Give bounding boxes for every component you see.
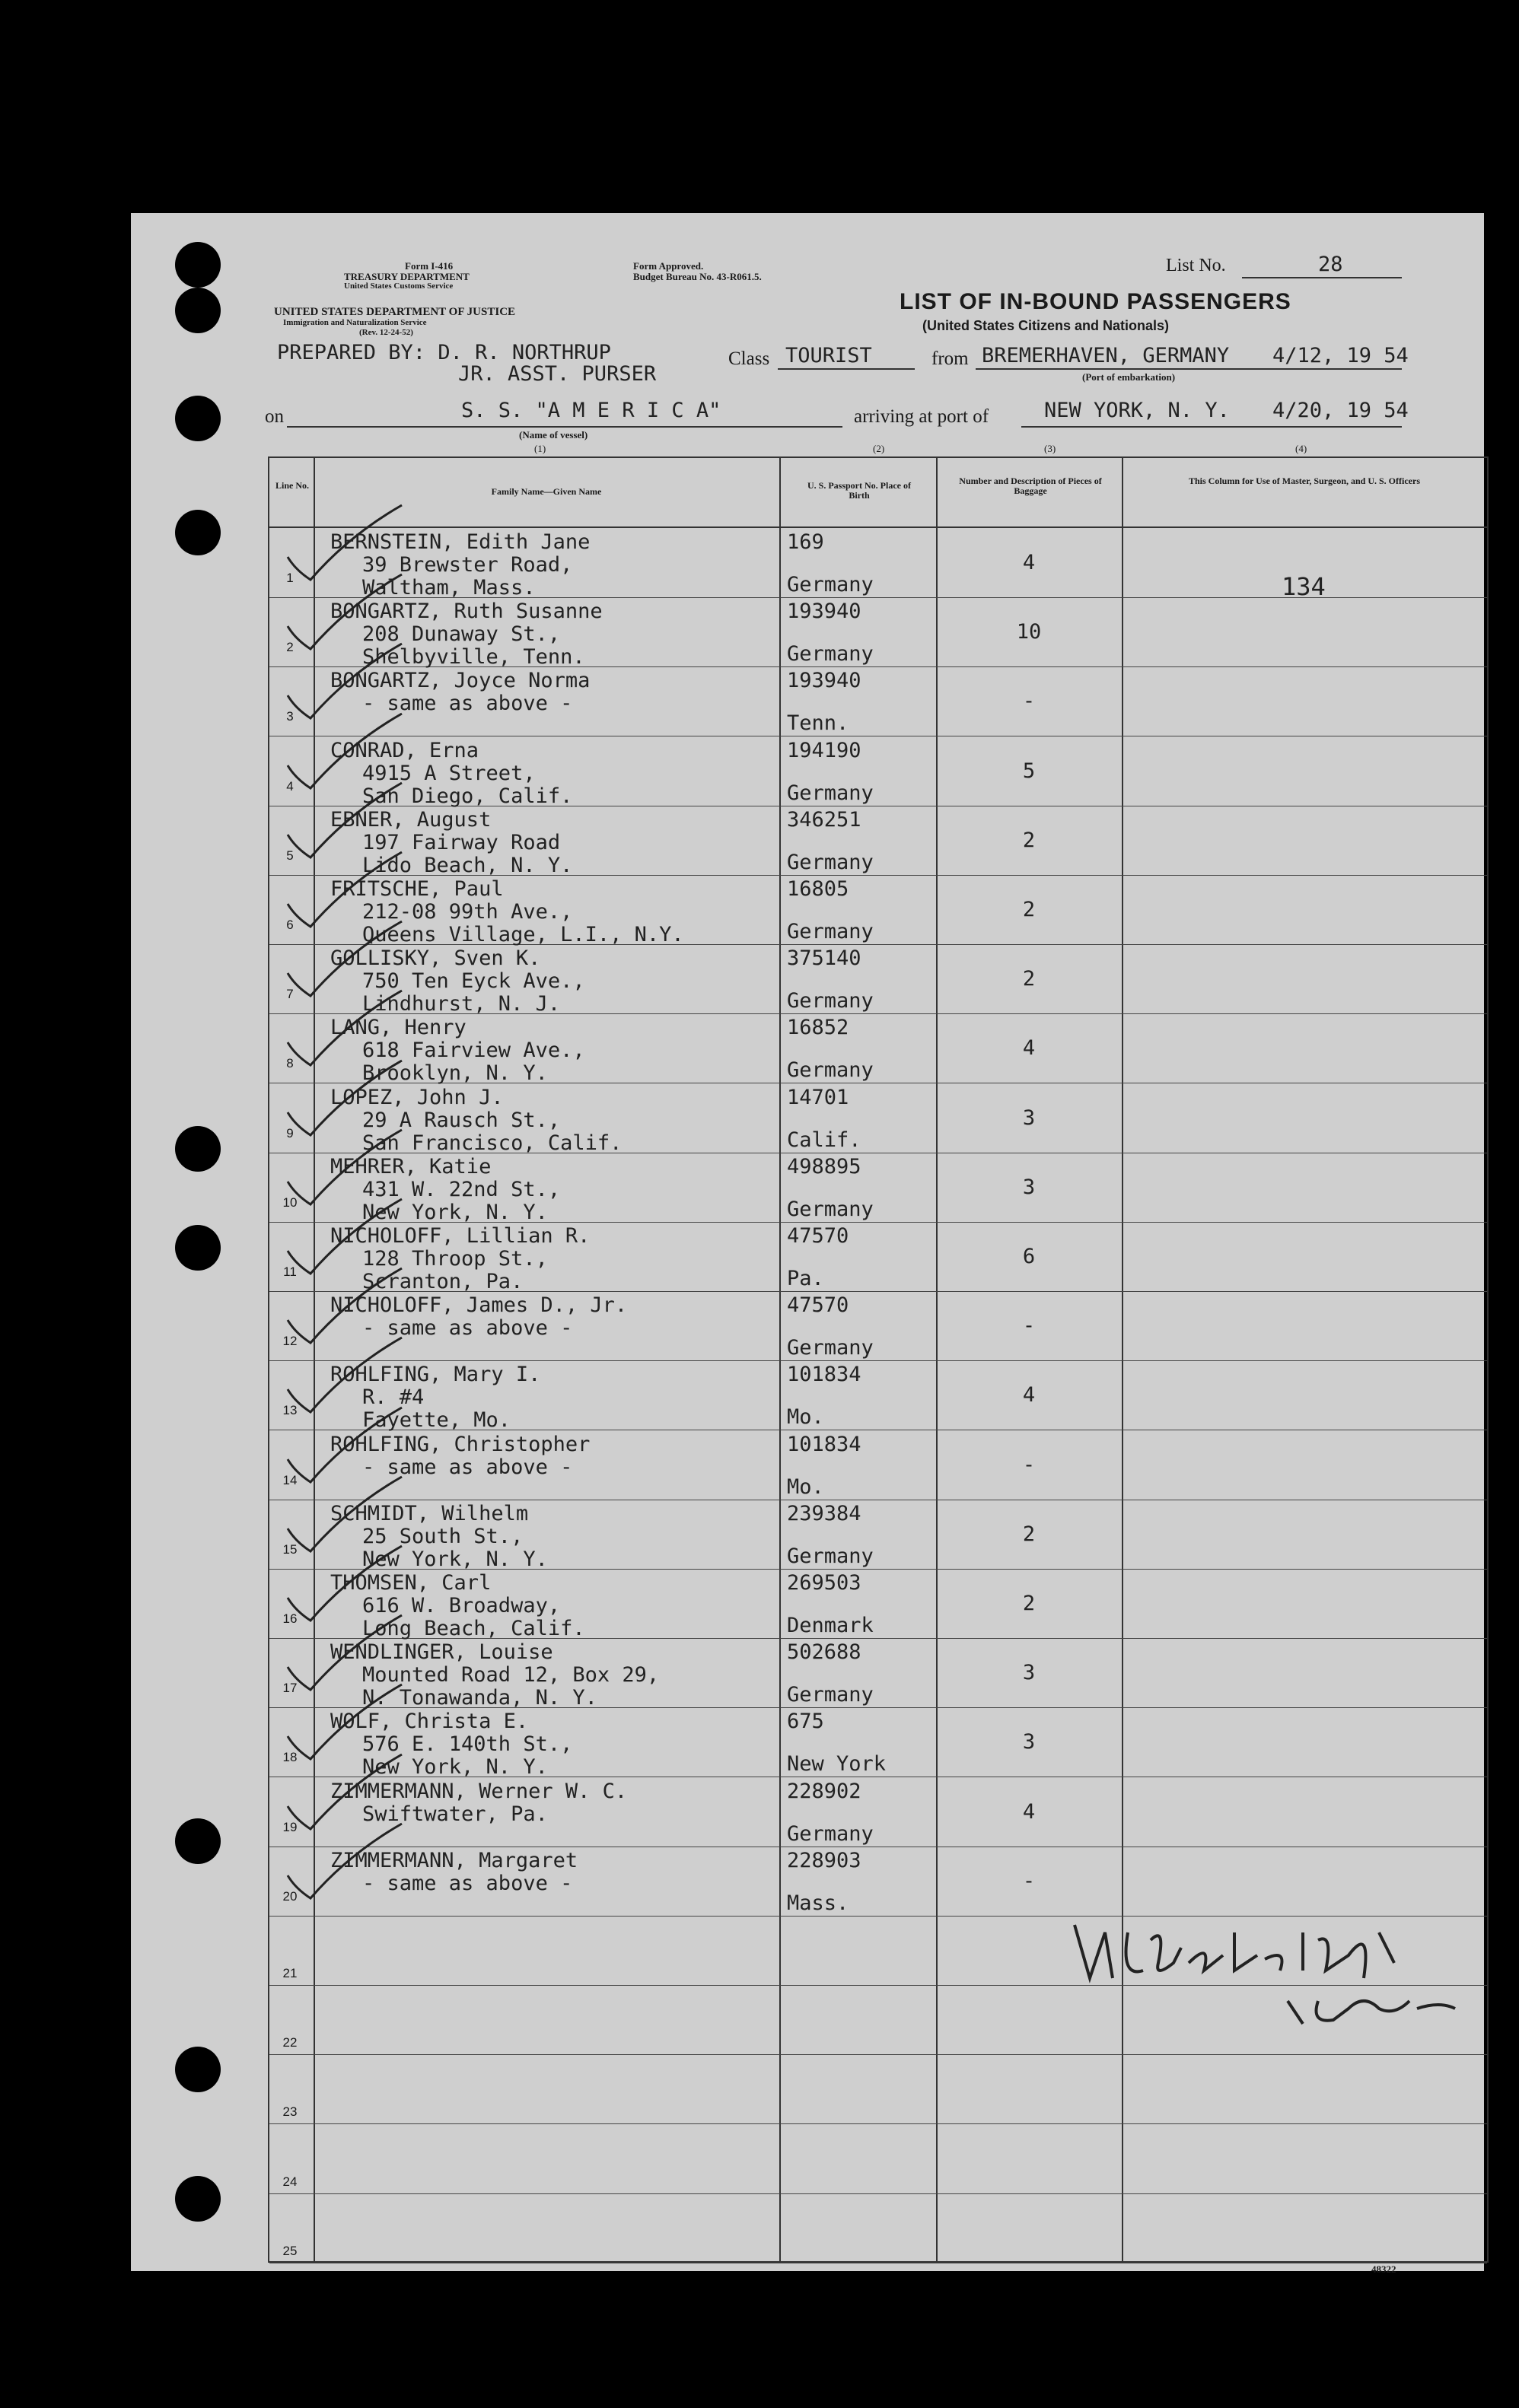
passenger-name: ZIMMERMANN, Werner W. C.	[330, 1779, 628, 1803]
class-line	[778, 368, 915, 370]
table-row	[269, 597, 1487, 670]
place-of-birth: Pa.	[787, 1267, 824, 1290]
list-no-value: 28	[1318, 253, 1343, 276]
address-line-2: Queens Village, L.I., N.Y.	[362, 923, 684, 946]
baggage-count: 4	[1022, 551, 1036, 574]
address-line-1: - same as above -	[362, 1871, 573, 1895]
passport-number: 228902	[787, 1779, 861, 1803]
passport-number: 375140	[787, 946, 861, 971]
passport-cell	[787, 2127, 939, 2193]
vessel-line	[287, 426, 842, 428]
place-of-birth: Germany	[787, 1683, 874, 1707]
line-number: 18	[282, 1750, 298, 1765]
passenger-name: FRITSCHE, Paul	[330, 877, 504, 901]
table-row	[269, 1153, 1487, 1223]
arrival-line	[1021, 426, 1402, 428]
place-of-birth: Germany	[787, 1058, 874, 1083]
baggage-count: -	[1022, 1314, 1036, 1338]
address-line-1: 29 A Rausch St.,	[362, 1108, 561, 1132]
passport-number: 101834	[787, 1363, 861, 1387]
place-of-birth: Tenn.	[787, 711, 849, 736]
form-approved: Form Approved.	[633, 260, 704, 272]
passenger-name: SCHMIDT, Wilhelm	[330, 1501, 529, 1525]
prepared-by: PREPARED BY: D. R. NORTHRUP	[277, 341, 611, 364]
from-line	[976, 368, 1402, 370]
place-of-birth: Germany	[787, 1336, 874, 1360]
list-no-line	[1242, 277, 1402, 278]
place-of-birth: Germany	[787, 642, 874, 666]
line-number: 8	[286, 1056, 294, 1071]
table-row	[269, 1569, 1487, 1639]
line-number: 13	[282, 1403, 298, 1418]
table-row	[269, 1777, 1487, 1847]
address-line-1: 197 Fairway Road	[362, 830, 561, 854]
address-line-1: 618 Fairview Ave.,	[362, 1039, 585, 1063]
header-official: This Column for Use of Master, Surgeon, and U. S. Officers	[1188, 476, 1420, 486]
manifest-page	[131, 213, 1484, 2275]
baggage-count: 2	[1022, 898, 1036, 921]
passenger-name: BONGARTZ, Joyce Norma	[330, 669, 591, 693]
table-row	[269, 736, 1487, 806]
line-number: 25	[282, 2243, 298, 2258]
place-of-birth: Denmark	[787, 1614, 874, 1637]
line-number: 4	[286, 778, 294, 794]
place-of-birth: Germany	[787, 1821, 874, 1846]
passport-cell	[787, 1710, 939, 1776]
baggage-count: 3	[1022, 1661, 1036, 1685]
passenger-name: NICHOLOFF, James D., Jr.	[330, 1293, 628, 1318]
col4-number: (4)	[1295, 443, 1307, 454]
line-number: 24	[282, 2174, 298, 2189]
address-line-1: - same as above -	[362, 1455, 573, 1479]
address-line-1: 576 E. 140th St.,	[362, 1732, 573, 1757]
place-of-birth: Germany	[787, 1197, 874, 1221]
passenger-name: NICHOLOFF, Lillian R.	[330, 1224, 591, 1248]
passport-cell	[787, 1780, 939, 1846]
doc-subtitle: (United States Citizens and Nationals)	[922, 318, 1170, 333]
passport-number: 101834	[787, 1432, 861, 1456]
header-passport: U. S. Passport No. Place of Birth	[807, 480, 911, 501]
address-line-2: N. Tonawanda, N. Y.	[362, 1686, 597, 1710]
customs-service: United States Customs Service	[344, 282, 454, 291]
address-line-2: New York, N. Y.	[362, 1755, 548, 1780]
vessel-name: S. S. "A M E R I C A"	[461, 399, 721, 422]
table-row	[269, 1013, 1487, 1086]
class-value: TOURIST	[785, 344, 872, 367]
table-row	[269, 666, 1487, 736]
form-code: 48322	[1371, 2263, 1396, 2275]
address-line-1: Swiftwater, Pa.	[362, 1802, 548, 1826]
binder-hole	[175, 510, 221, 555]
passenger-name: ROHLFING, Christopher	[330, 1432, 591, 1456]
passport-cell	[787, 1919, 939, 1984]
passport-number: 47570	[787, 1224, 849, 1248]
place-of-birth: Calif.	[787, 1128, 861, 1152]
line-number: 9	[286, 1125, 294, 1140]
address-line-1: 431 W. 22nd St.,	[362, 1177, 561, 1201]
baggage-count: 6	[1022, 1245, 1036, 1268]
table-row	[269, 1638, 1487, 1708]
passport-number: 269503	[787, 1571, 861, 1595]
baggage-count: -	[1022, 689, 1036, 714]
passenger-name: WOLF, Christa E.	[330, 1710, 529, 1734]
address-line-1: Mounted Road 12, Box 29,	[362, 1663, 660, 1688]
passport-cell	[787, 1363, 939, 1429]
place-of-birth: Germany	[787, 850, 874, 874]
passport-cell	[787, 947, 939, 1013]
line-number: 7	[286, 987, 294, 1002]
table-row	[269, 2193, 1487, 2263]
depart-date: 4/12, 19 54	[1272, 344, 1409, 367]
passenger-name: CONRAD, Erna	[330, 738, 479, 762]
passenger-name: LOPEZ, John J.	[330, 1085, 504, 1109]
place-of-birth: Germany	[787, 920, 874, 943]
line-number: 3	[286, 709, 294, 724]
signature-text: W A Eagleton Insp	[1059, 1894, 1068, 1895]
form-revision: (Rev. 12-24-52)	[359, 328, 413, 337]
address-line-1: 616 W. Broadway,	[362, 1594, 561, 1618]
passport-cell	[787, 670, 939, 735]
binder-hole	[175, 1126, 221, 1172]
arrival-port: NEW YORK, N. Y.	[1044, 399, 1230, 422]
ins-service: Immigration and Naturalization Service	[283, 318, 427, 327]
passport-cell	[787, 2057, 939, 2123]
address-line-2: New York, N. Y.	[362, 1200, 548, 1224]
passenger-name: LANG, Henry	[330, 1016, 467, 1040]
passenger-name: MEHRER, Katie	[330, 1154, 492, 1179]
port-emb-caption: (Port of embarkation)	[1082, 371, 1176, 383]
address-line-1: 212-08 99th Ave.,	[362, 900, 573, 924]
table-header	[269, 458, 1487, 528]
line-number: 6	[286, 918, 294, 932]
line-number: 11	[283, 1264, 297, 1279]
from-value: BREMERHAVEN, GERMANY	[982, 344, 1230, 367]
official-number: 134	[1282, 572, 1326, 601]
baggage-count: 4	[1022, 1383, 1036, 1408]
passport-cell	[787, 1641, 939, 1707]
passport-cell	[787, 2196, 939, 2262]
place-of-birth: Germany	[787, 989, 874, 1013]
class-label: Class	[728, 348, 770, 369]
line-number: 14	[282, 1472, 298, 1487]
address-line-1: 39 Brewster Road,	[362, 553, 573, 577]
passport-cell	[787, 878, 939, 943]
passport-cell	[787, 740, 939, 805]
passport-number: 16805	[787, 877, 849, 901]
line-number: 17	[282, 1681, 298, 1696]
line-number: 5	[286, 848, 294, 863]
passport-number: 346251	[787, 807, 861, 832]
baggage-count: 2	[1022, 828, 1036, 852]
address-line-1: R. #4	[362, 1385, 425, 1410]
header-name: Family Name—Given Name	[491, 486, 602, 497]
address-line-2: Shelbyville, Tenn.	[362, 645, 585, 670]
on-label: on	[265, 406, 284, 427]
line-number: 15	[282, 1541, 298, 1557]
baggage-count: -	[1022, 1869, 1036, 1893]
place-of-birth: Mo.	[787, 1474, 824, 1499]
vessel-caption: (Name of vessel)	[519, 429, 588, 441]
line-number: 10	[282, 1194, 298, 1210]
binder-hole	[175, 242, 221, 288]
binder-hole	[175, 288, 221, 333]
passport-number: 498895	[787, 1154, 861, 1179]
col3-number: (3)	[1044, 443, 1056, 454]
passport-cell	[787, 531, 939, 596]
passenger-name: BONGARTZ, Ruth Susanne	[330, 600, 603, 624]
address-line-2: Lido Beach, N. Y.	[362, 853, 573, 877]
header-line-no: Line No.	[275, 480, 309, 491]
baggage-count: 3	[1022, 1175, 1036, 1199]
table-row	[269, 1083, 1487, 1153]
baggage-count: 2	[1022, 967, 1036, 991]
binder-hole	[175, 396, 221, 441]
col2-number: (2)	[873, 443, 885, 454]
passport-number: 228903	[787, 1848, 861, 1872]
address-line-2: Long Beach, Calif.	[362, 1617, 585, 1640]
col1-number: (1)	[534, 443, 546, 454]
budget-bureau: Budget Bureau No. 43-R061.5.	[633, 271, 762, 282]
table-row	[269, 875, 1487, 945]
form-number: Form I-416	[405, 260, 454, 272]
table-row	[269, 944, 1487, 1014]
passenger-name-cell	[330, 1850, 578, 1895]
passenger-name: BERNSTEIN, Edith Jane	[330, 530, 591, 554]
passport-cell	[787, 1572, 939, 1637]
passport-number: 14701	[787, 1085, 849, 1109]
table-row	[269, 806, 1487, 876]
passport-cell	[787, 809, 939, 874]
line-number: 22	[282, 2035, 298, 2050]
address-line-1: 25 South St.,	[362, 1524, 524, 1548]
passport-cell	[787, 1988, 939, 2053]
table-row	[269, 1222, 1487, 1292]
address-line-2: Fayette, Mo.	[362, 1408, 511, 1433]
baggage-count: 4	[1022, 1799, 1036, 1824]
binder-hole	[175, 1225, 221, 1271]
table-row	[269, 1291, 1487, 1361]
passport-number: 169	[787, 530, 824, 554]
passenger-name: ROHLFING, Mary I.	[330, 1363, 541, 1387]
passport-cell	[787, 1086, 939, 1152]
list-no-label: List No.	[1166, 256, 1226, 275]
address-line-1: 4915 A Street,	[362, 761, 536, 785]
passport-number: 47570	[787, 1293, 849, 1318]
line-number: 19	[282, 1819, 298, 1834]
place-of-birth: Germany	[787, 1544, 874, 1568]
address-line-1: 750 Ten Eyck Ave.,	[362, 969, 585, 994]
place-of-birth: Mo.	[787, 1405, 824, 1430]
baggage-count: 4	[1022, 1036, 1036, 1061]
passport-cell	[787, 1016, 939, 1082]
place-of-birth: Mass.	[787, 1891, 849, 1915]
place-of-birth: Germany	[787, 573, 874, 596]
baggage-count: 2	[1022, 1522, 1036, 1546]
binder-hole	[175, 2176, 221, 2222]
line-number: 23	[282, 2104, 298, 2120]
baggage-count: 3	[1022, 1105, 1036, 1130]
passenger-name: ZIMMERMANN, Margaret	[330, 1848, 578, 1872]
table-row	[269, 1500, 1487, 1570]
address-line-1: - same as above -	[362, 692, 573, 716]
table-row	[269, 2124, 1487, 2194]
passport-cell	[787, 600, 939, 666]
baggage-count: 10	[1016, 620, 1042, 644]
arrival-date: 4/20, 19 54	[1272, 399, 1409, 422]
place-of-birth: New York	[787, 1752, 887, 1777]
line-number: 12	[282, 1334, 298, 1349]
address-line-2: Waltham, Mass.	[362, 576, 536, 600]
address-line-2: New York, N. Y.	[362, 1547, 548, 1571]
arriving-label: arriving at port of	[854, 406, 989, 427]
address-line-1: - same as above -	[362, 1316, 573, 1341]
passport-cell	[787, 1850, 939, 1915]
address-line-2: San Diego, Calif.	[362, 784, 573, 808]
passport-number: 194190	[787, 738, 861, 762]
passport-cell	[787, 1156, 939, 1221]
table-row	[269, 2054, 1487, 2124]
baggage-count: 5	[1022, 759, 1036, 783]
passenger-name: THOMSEN, Carl	[330, 1571, 492, 1595]
prepared-by-title: JR. ASST. PURSER	[458, 362, 657, 386]
address-line-2: San Francisco, Calif.	[362, 1131, 623, 1155]
passenger-name: GOLLISKY, Sven K.	[330, 946, 541, 971]
passport-cell	[787, 1225, 939, 1290]
address-line-2: Brooklyn, N. Y.	[362, 1061, 548, 1086]
binder-hole	[175, 1818, 221, 1864]
passport-cell	[787, 1433, 939, 1499]
doc-title: LIST OF IN-BOUND PASSENGERS	[900, 289, 1291, 314]
baggage-count: 3	[1022, 1730, 1036, 1754]
address-line-2: Lindhurst, N. J.	[362, 992, 561, 1016]
table-row	[269, 1430, 1487, 1500]
from-label: from	[931, 348, 969, 369]
address-line-1: 128 Throop St.,	[362, 1247, 548, 1271]
address-line-2: Scranton, Pa.	[362, 1270, 524, 1293]
line-number: 20	[282, 1888, 298, 1904]
address-line-1: 208 Dunaway St.,	[362, 622, 561, 647]
passport-cell	[787, 1294, 939, 1360]
signature-time	[1265, 2001, 1352, 2026]
passport-number: 675	[787, 1710, 824, 1734]
table-row	[269, 1707, 1487, 1780]
line-number: 1	[286, 571, 294, 585]
table-row	[269, 1360, 1487, 1433]
line-number: 21	[282, 1966, 298, 1980]
passport-number: 16852	[787, 1016, 849, 1040]
binder-hole	[175, 2047, 221, 2092]
passport-number: 193940	[787, 600, 861, 624]
place-of-birth: Germany	[787, 781, 874, 805]
passport-number: 193940	[787, 669, 861, 693]
passport-number: 239384	[787, 1501, 861, 1525]
passenger-name: EBNER, August	[330, 807, 492, 832]
passport-cell	[787, 1503, 939, 1568]
line-number: 2	[286, 640, 294, 655]
treasury-dept: TREASURY DEPARTMENT	[344, 271, 470, 282]
justice-dept: UNITED STATES DEPARTMENT OF JUSTICE	[274, 306, 516, 318]
header-baggage: Number and Description of Pieces of Baggage	[959, 476, 1102, 496]
line-number: 16	[282, 1611, 298, 1626]
baggage-count: 2	[1022, 1592, 1036, 1615]
baggage-count: -	[1022, 1452, 1036, 1477]
passenger-name: WENDLINGER, Louise	[330, 1640, 553, 1665]
passport-number: 502688	[787, 1640, 861, 1665]
